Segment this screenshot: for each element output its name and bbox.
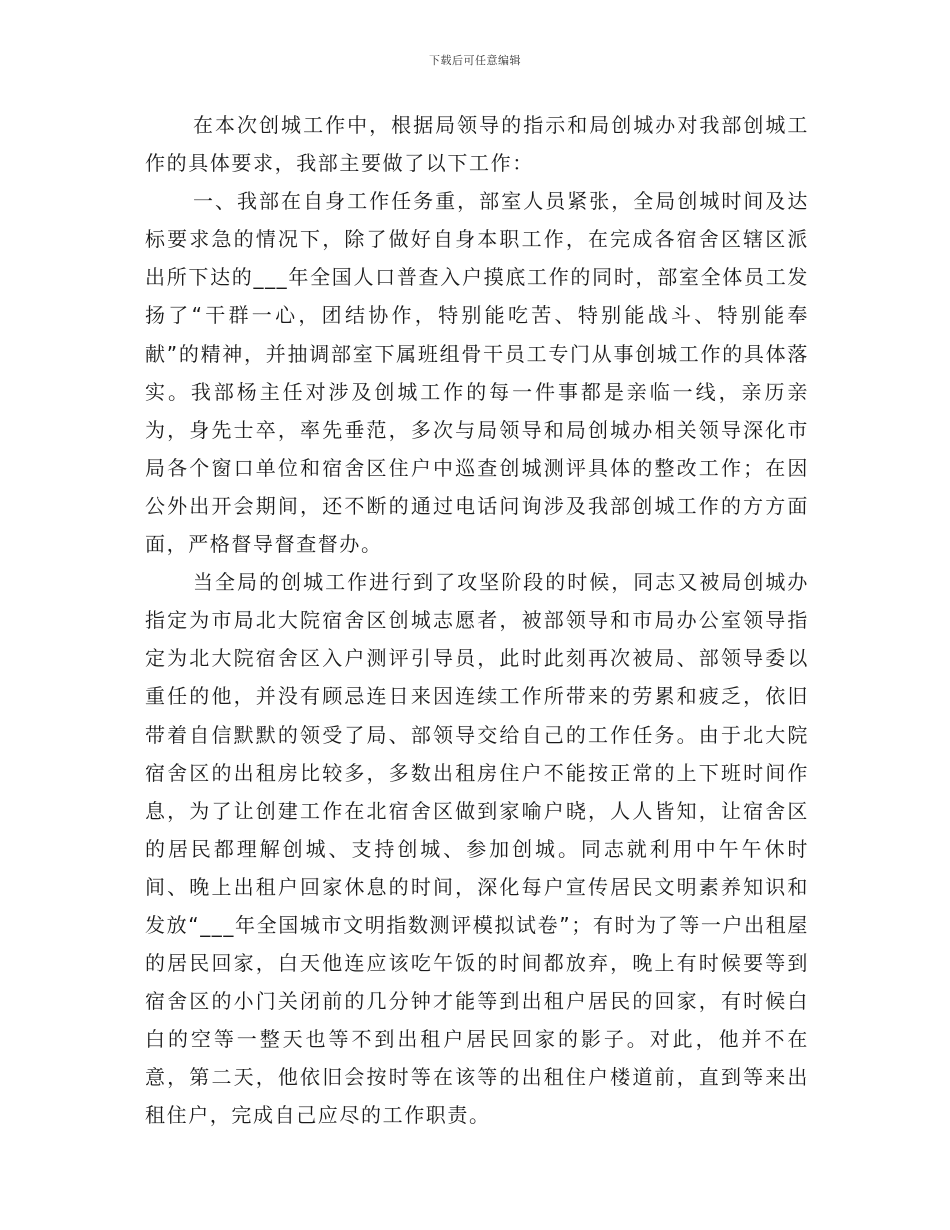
page-header-note: 下载后可任意编辑: [429, 54, 521, 67]
paragraph-intro: 在本次创城工作中，根据局领导的指示和局创城办对我部创城工作的具体要求，我部主要做了以下工作：: [145, 113, 809, 176]
document-body: [145, 106, 809, 1135]
paragraph-volunteer-work: 当全局的创城工作进行到了攻坚阶段的时候，同志又被局创城办指定为市局北大院宿舍区创城志愿者，被部领导和市局办公室领导指定为北大院宿舍区入户测评引导员，此时此刻再次被局、部领导委以重任的他，并没有顾忌连日来因连续工作所带来的劳累和疲乏，依旧带着自信默默的领受了局、部领导交给自己的工作任务。由于北大院宿舍区的出租房比较多，多数出租房住户不能按正常的上下班时间作息，为了让创建工作在北宿舍区做到家喻户晓，人人皆知，让宿舍区的居民都理解创城、支持创城、参加创城。同志就利用中午午休时间、晚上出租户回家休息的时间，深化每户宣传居民文明素养知识和发放“___年全国城市文明指数测评模拟试卷”；有时为了等一户出租屋的居民回家，白天他连应该吃午饭的时间都放弃，晚上有时候要等到宿舍区的小门关闭前的几分钟才能等到出租户居民的回家，有时候白白的空等一整天也等不到出租户居民回家的影子。对此，他并不在意，第二天，他依旧会按时等在该等的出租住户楼道前，直到等来出租住户，完成自己应尽的工作职责。: [145, 570, 809, 1128]
paragraph-section-one: 一、我部在自身工作任务重，部室人员紧张，全局创城时间及达标要求急的情况下，除了做好自身本职工作，在完成各宿舍区辖区派出所下达的___年全国人口普查入户摸底工作的同时，部室全体员工发扬了“干群一心，团结协作，特别能吃苦、特别能战斗、特别能奉献”的精神，并抽调部室下属班组骨干员工专门从事创城工作的具体落实。我部杨主任对涉及创城工作的每一件事都是亲临一线，亲历亲为，身先士卒，率先垂范，多次与局领导和局创城办相关领导深化市局各个窗口单位和宿舍区住户中巡查创城测评具体的整改工作；在因公外出开会期间，还不断的通过电话问询涉及我部创城工作的方方面面，严格督导督查督办。: [145, 189, 809, 557]
